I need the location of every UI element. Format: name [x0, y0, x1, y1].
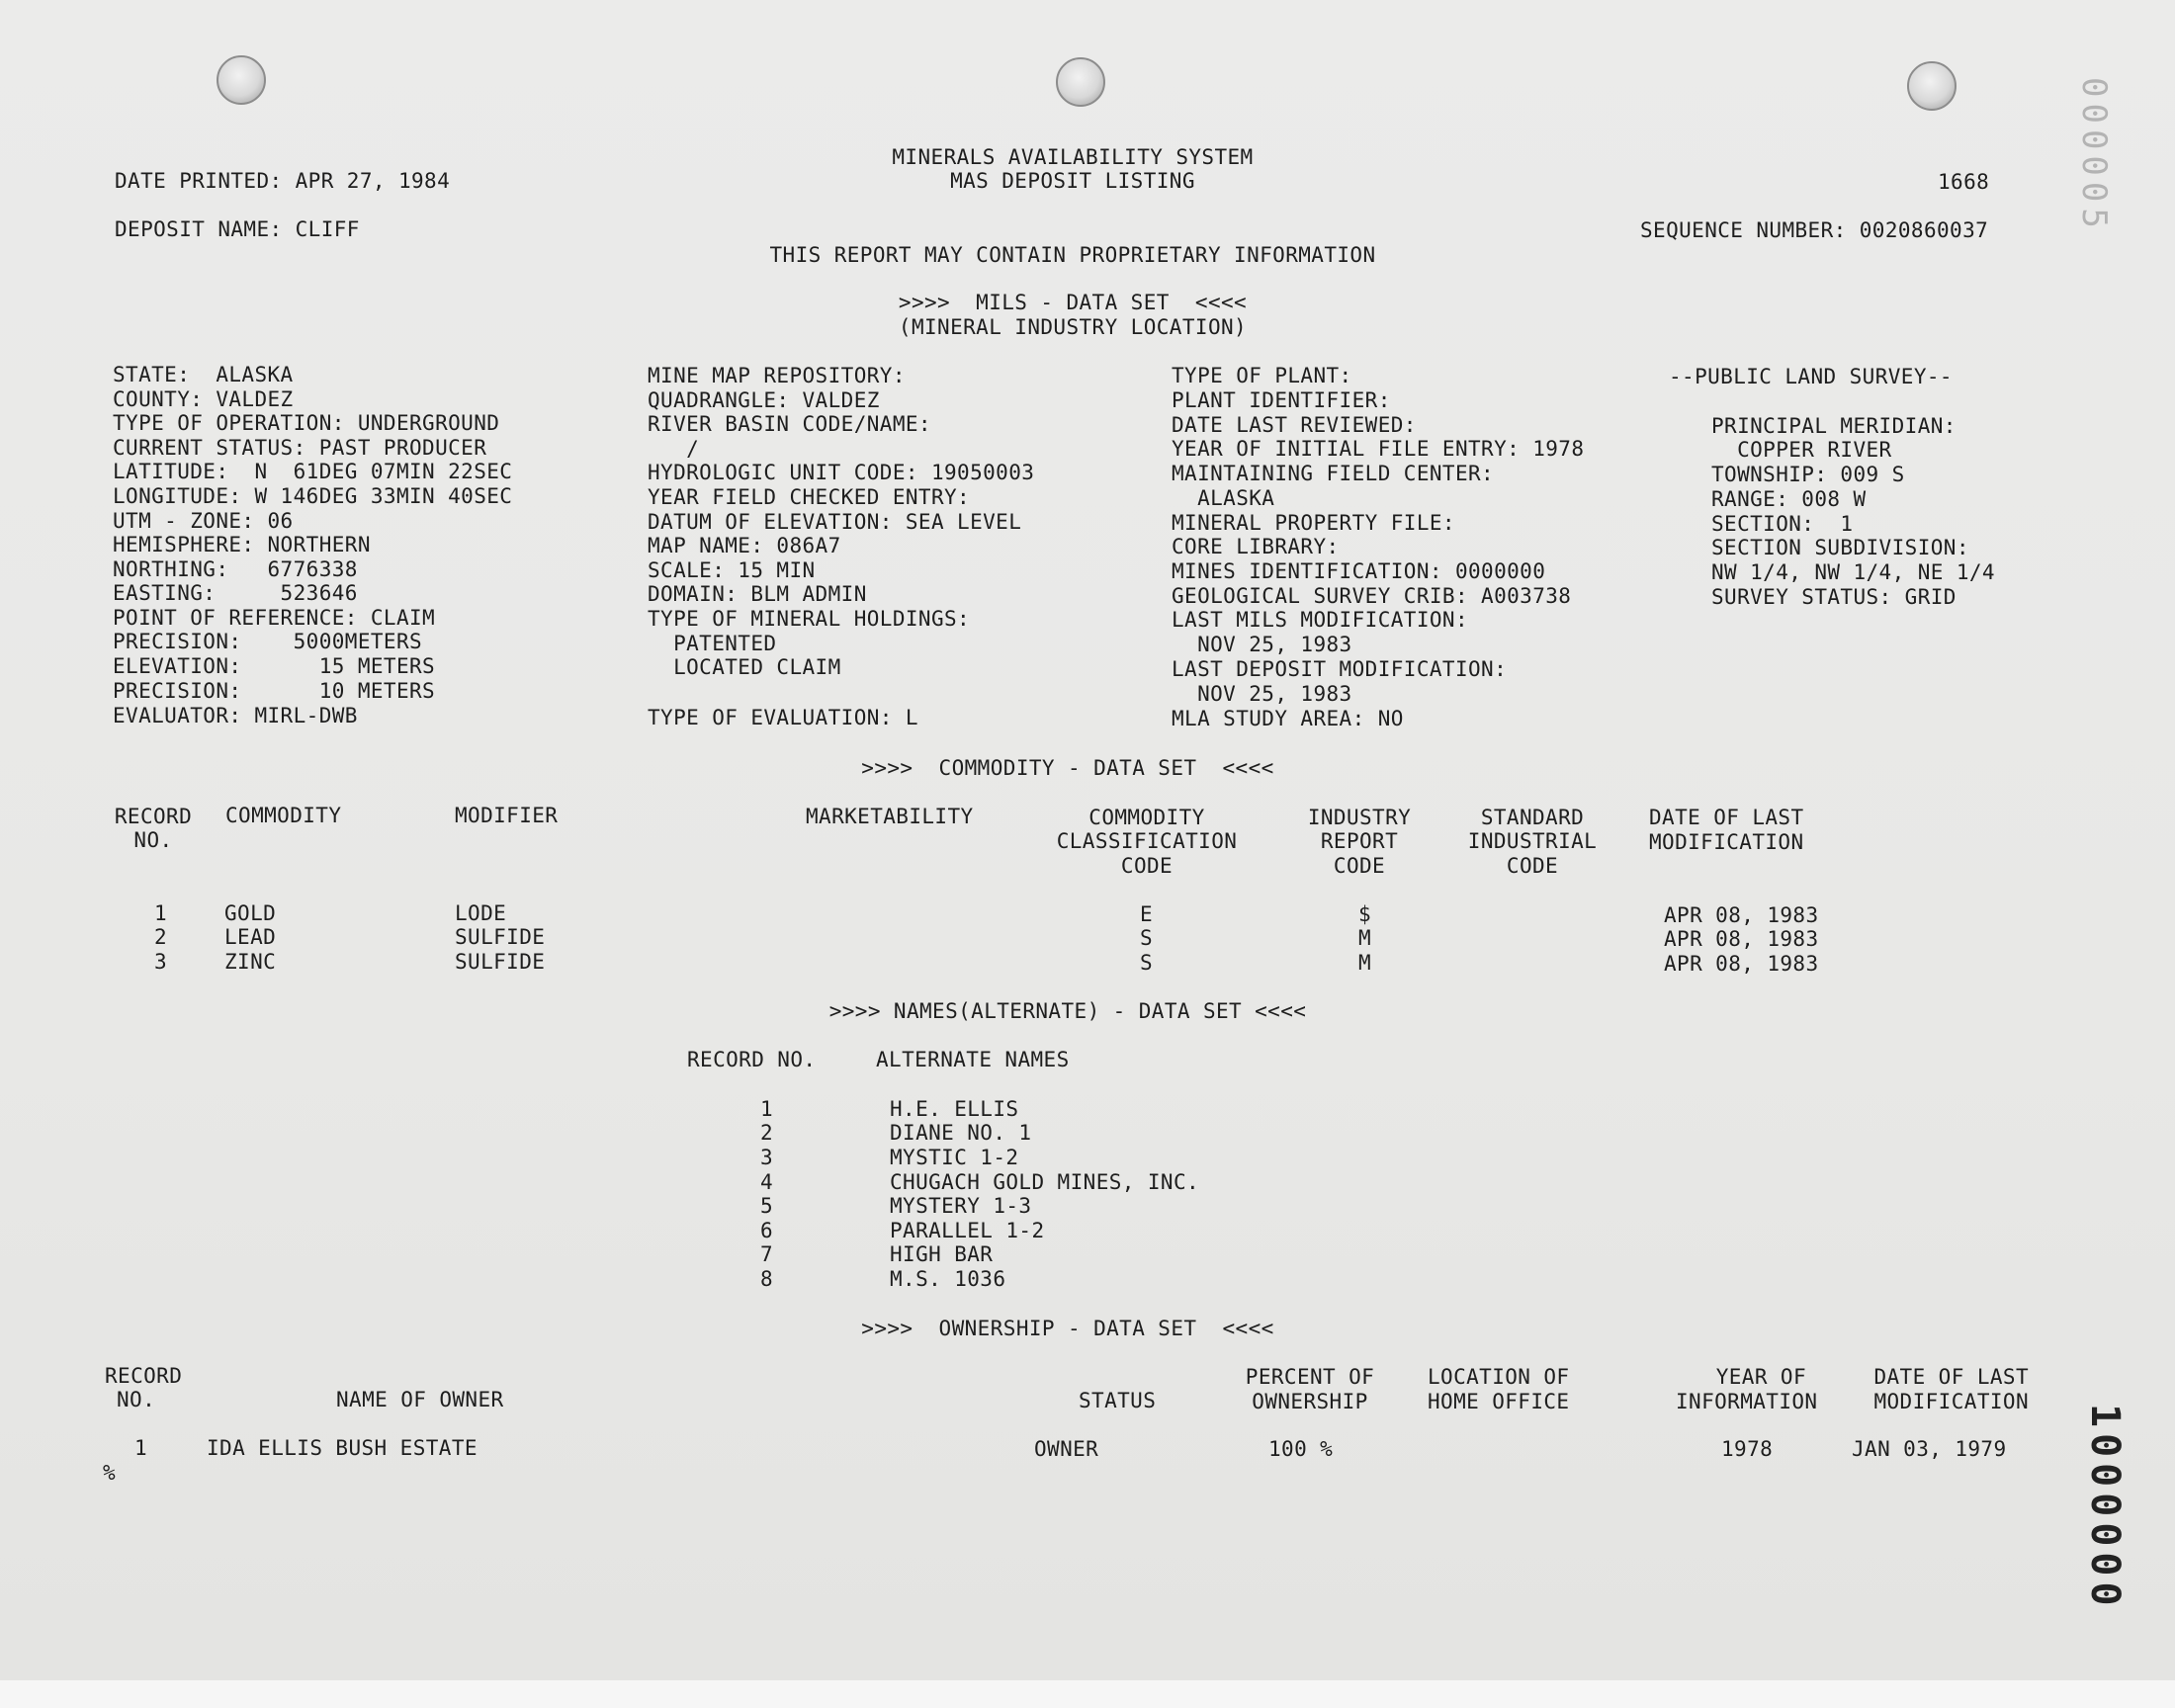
scan-bottom-edge [0, 1680, 2175, 1708]
commodity-class-code: S [1140, 926, 1154, 950]
commodity-date: APR 08, 1983 [1664, 952, 1819, 976]
mils-field: RIVER BASIN CODE/NAME: [648, 412, 931, 436]
mils-field: TYPE OF PLANT: [1172, 364, 1352, 387]
col-header-modifier: MODIFIER [455, 804, 559, 827]
mils-field: DOMAIN: BLM ADMIN [648, 582, 867, 606]
mils-field: CURRENT STATUS: PAST PRODUCER [113, 436, 487, 460]
col-header-date: MODIFICATION [1873, 1390, 2029, 1413]
col-header-marketability: MARKETABILITY [806, 805, 974, 828]
col-header-record: NO. [117, 1388, 156, 1411]
mils-field: GEOLOGICAL SURVEY CRIB: A003738 [1172, 584, 1572, 608]
alternate-name: MYSTIC 1-2 [890, 1146, 1019, 1169]
commodity-industry-code: M [1358, 951, 1372, 975]
mils-heading: >>>> MILS - DATA SET <<<< [898, 291, 1248, 314]
sequence-number: SEQUENCE NUMBER: 0020860037 [1640, 218, 1989, 242]
punch-hole-right [1907, 61, 1957, 111]
col-header-date: DATE OF LAST [1649, 806, 1804, 829]
mils-field: / [648, 437, 700, 461]
mils-field: HYDROLOGIC UNIT CODE: 19050003 [648, 461, 1035, 484]
commodity-industry-code: M [1358, 926, 1372, 950]
col-header-standard: CODE [1506, 854, 1559, 878]
mils-field: TYPE OF OPERATION: UNDERGROUND [113, 411, 500, 435]
col-header-commodity: COMMODITY [225, 804, 342, 827]
mils-field: ELEVATION: 15 METERS [113, 654, 436, 678]
col-header-record: RECORD [105, 1364, 183, 1388]
mils-field: YEAR OF INITIAL FILE ENTRY: 1978 [1172, 437, 1585, 461]
col-header-date: MODIFICATION [1649, 830, 1804, 854]
mils-field: DATUM OF ELEVATION: SEA LEVEL [648, 510, 1022, 534]
owner-record-no: 1 [134, 1436, 148, 1460]
name-record-no: 1 [760, 1097, 774, 1121]
col-header-home-office: HOME OFFICE [1428, 1390, 1570, 1413]
names-alternate-header: ALTERNATE NAMES [876, 1048, 1070, 1071]
names-record-header: RECORD NO. [687, 1048, 817, 1071]
mils-field: MLA STUDY AREA: NO [1172, 707, 1404, 730]
alternate-name: HIGH BAR [890, 1242, 994, 1266]
commodity-date: APR 08, 1983 [1664, 927, 1819, 951]
mils-subheading: (MINERAL INDUSTRY LOCATION) [898, 315, 1248, 339]
commodity-name: LEAD [224, 925, 277, 949]
col-header-year: YEAR OF [1715, 1365, 1806, 1389]
punch-hole-left [217, 55, 266, 105]
mils-field: PRECISION: 5000METERS [113, 630, 423, 653]
owner-status: OWNER [1034, 1437, 1099, 1461]
mils-field: NORTHING: 6776338 [113, 557, 358, 581]
mils-field: SECTION: 1 [1711, 512, 1854, 536]
system-title: MINERALS AVAILABILITY SYSTEM [892, 145, 1254, 169]
proprietary-notice: THIS REPORT MAY CONTAIN PROPRIETARY INFORMATION [769, 243, 1376, 267]
col-header-home-office: LOCATION OF [1428, 1365, 1570, 1389]
commodity-heading: >>>> COMMODITY - DATA SET <<<< [861, 756, 1274, 780]
owner-name: IDA ELLIS BUSH ESTATE [207, 1436, 478, 1460]
mils-field: EVALUATOR: MIRL-DWB [113, 704, 358, 727]
mils-field: MINES IDENTIFICATION: 0000000 [1172, 559, 1546, 583]
listing-title: MAS DEPOSIT LISTING [950, 169, 1195, 193]
col-header-industry: CODE [1333, 854, 1386, 878]
mils-field: ALASKA [1172, 486, 1275, 510]
mils-field: PRINCIPAL MERIDIAN: [1711, 414, 1957, 438]
commodity-class-code: S [1140, 951, 1154, 975]
mils-field: POINT OF REFERENCE: CLAIM [113, 606, 436, 630]
mils-field: QUADRANGLE: VALDEZ [648, 388, 880, 412]
mils-field: SECTION SUBDIVISION: [1711, 536, 1969, 559]
mils-field: COPPER RIVER [1711, 438, 1892, 462]
mils-field: PATENTED [648, 632, 777, 655]
alternate-name: PARALLEL 1-2 [890, 1219, 1045, 1242]
commodity-class-code: E [1140, 902, 1154, 926]
ownership-heading: >>>> OWNERSHIP - DATA SET <<<< [861, 1317, 1274, 1340]
mils-field: MINERAL PROPERTY FILE: [1172, 511, 1455, 535]
name-record-no: 2 [760, 1121, 774, 1145]
mils-field: COUNTY: VALDEZ [113, 387, 294, 411]
col-header-percent: OWNERSHIP [1252, 1390, 1368, 1413]
alternate-name: M.S. 1036 [890, 1267, 1006, 1291]
alternate-name: H.E. ELLIS [890, 1097, 1019, 1121]
owner-date: JAN 03, 1979 [1852, 1437, 2007, 1461]
mils-field: UTM - ZONE: 06 [113, 509, 294, 533]
name-record-no: 6 [760, 1219, 774, 1242]
commodity-record-no: 3 [154, 950, 168, 974]
mils-field: RANGE: 008 W [1711, 487, 1867, 511]
commodity-record-no: 2 [154, 925, 168, 949]
commodity-name: ZINC [224, 950, 277, 974]
col-header-record: RECORD [114, 805, 193, 828]
mils-field: NW 1/4, NW 1/4, NE 1/4 [1711, 560, 1995, 584]
date-printed: DATE PRINTED: APR 27, 1984 [115, 169, 451, 193]
name-record-no: 4 [760, 1170, 774, 1194]
col-header-date: DATE OF LAST [1873, 1365, 2029, 1389]
name-record-no: 8 [760, 1267, 774, 1291]
mils-field: YEAR FIELD CHECKED ENTRY: [648, 485, 971, 509]
col-header-record: NO. [133, 828, 173, 852]
page-number: 1668 [1938, 170, 1990, 194]
col-header-industry: REPORT [1320, 829, 1399, 853]
owner-percent: 100 % [1268, 1437, 1334, 1461]
commodity-name: GOLD [224, 901, 277, 925]
mils-field: MINE MAP REPOSITORY: [648, 364, 906, 387]
commodity-modifier: LODE [455, 901, 507, 925]
col-header-classification: COMMODITY [1088, 806, 1205, 829]
deposit-name: DEPOSIT NAME: CLIFF [115, 217, 360, 241]
mils-field: LONGITUDE: W 146DEG 33MIN 40SEC [113, 484, 513, 508]
col-header-standard: STANDARD [1480, 806, 1585, 829]
alternate-name: CHUGACH GOLD MINES, INC. [890, 1170, 1200, 1194]
mils-field: DATE LAST REVIEWED: [1172, 413, 1417, 437]
punch-hole-center [1056, 57, 1105, 107]
mils-field: PRECISION: 10 METERS [113, 679, 436, 703]
name-record-no: 3 [760, 1146, 774, 1169]
commodity-industry-code: $ [1358, 902, 1372, 926]
mils-field: HEMISPHERE: NORTHERN [113, 533, 371, 556]
col-header-industry: INDUSTRY [1307, 806, 1412, 829]
mils-field: MAP NAME: 086A7 [648, 534, 841, 557]
col-header-classification: CLASSIFICATION [1056, 829, 1238, 853]
mils-field: PLANT IDENTIFIER: [1172, 388, 1391, 412]
mils-field: EASTING: 523646 [113, 581, 358, 605]
alternate-name: MYSTERY 1-3 [890, 1194, 1032, 1218]
alternate-name: DIANE NO. 1 [890, 1121, 1032, 1145]
stamp-number-bottom: 1000000 [2082, 1404, 2128, 1612]
name-record-no: 7 [760, 1242, 774, 1266]
land-survey-heading: --PUBLIC LAND SURVEY-- [1669, 365, 1953, 388]
commodity-modifier: SULFIDE [455, 950, 546, 974]
mils-field: LATITUDE: N 61DEG 07MIN 22SEC [113, 460, 513, 483]
commodity-date: APR 08, 1983 [1664, 903, 1819, 927]
mils-field: SURVEY STATUS: GRID [1711, 585, 1957, 609]
mils-field: LAST MILS MODIFICATION: [1172, 608, 1468, 632]
mils-field: TYPE OF MINERAL HOLDINGS: [648, 607, 971, 631]
col-header-standard: INDUSTRIAL [1467, 829, 1598, 853]
footer-percent-mark: % [103, 1461, 117, 1485]
mils-field: NOV 25, 1983 [1172, 633, 1352, 656]
mils-field: NOV 25, 1983 [1172, 682, 1352, 706]
names-heading: >>>> NAMES(ALTERNATE) - DATA SET <<<< [828, 999, 1307, 1023]
mils-field: SCALE: 15 MIN [648, 558, 816, 582]
mils-field: CORE LIBRARY: [1172, 535, 1340, 558]
mils-field: MAINTAINING FIELD CENTER: [1172, 462, 1495, 485]
col-header-owner-name: NAME OF OWNER [336, 1388, 504, 1411]
mils-field: LOCATED CLAIM [648, 655, 841, 679]
col-header-classification: CODE [1120, 854, 1174, 878]
commodity-modifier: SULFIDE [455, 925, 546, 949]
mils-field: TOWNSHIP: 009 S [1711, 463, 1905, 486]
mils-field: STATE: ALASKA [113, 363, 294, 386]
col-header-year: INFORMATION [1676, 1390, 1818, 1413]
col-header-status: STATUS [1079, 1389, 1157, 1412]
name-record-no: 5 [760, 1194, 774, 1218]
mils-field: TYPE OF EVALUATION: L [648, 706, 918, 729]
stamp-number-top: 000005 [2074, 77, 2114, 234]
owner-year: 1978 [1721, 1437, 1774, 1461]
col-header-percent: PERCENT OF [1245, 1365, 1375, 1389]
commodity-record-no: 1 [154, 901, 168, 925]
mils-field: LAST DEPOSIT MODIFICATION: [1172, 657, 1508, 681]
